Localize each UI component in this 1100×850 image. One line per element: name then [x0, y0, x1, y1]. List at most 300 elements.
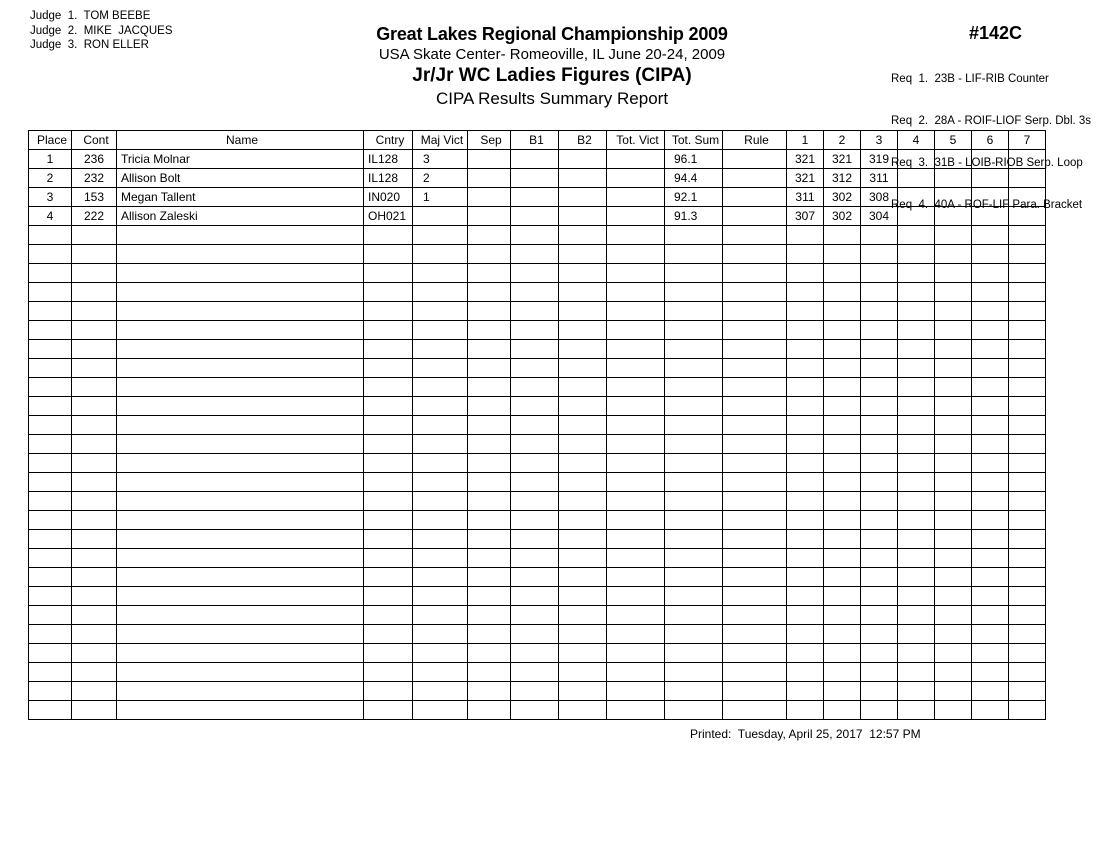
- table-cell: 92.1: [665, 188, 723, 207]
- table-row: [29, 644, 1046, 663]
- table-cell: [972, 207, 1009, 226]
- requirement-4: Req 4. 40A - ROF-LIF Para. Bracket: [891, 199, 1083, 211]
- table-cell: [898, 549, 935, 568]
- table-cell: [1009, 226, 1046, 245]
- table-cell: [117, 264, 364, 283]
- table-cell: [935, 264, 972, 283]
- table-cell: [665, 340, 723, 359]
- table-cell: [468, 245, 511, 264]
- table-cell: [972, 340, 1009, 359]
- table-cell: [468, 264, 511, 283]
- table-cell: [29, 473, 72, 492]
- table-cell: [824, 416, 861, 435]
- requirement-1: Req 1. 23B - LIF-RIB Counter: [891, 73, 1049, 85]
- table-cell: [787, 264, 824, 283]
- table-cell: [935, 625, 972, 644]
- table-cell: [824, 492, 861, 511]
- table-cell: [413, 606, 468, 625]
- table-cell: [511, 511, 559, 530]
- table-cell: 2: [29, 169, 72, 188]
- table-cell: [468, 682, 511, 701]
- table-cell: [935, 359, 972, 378]
- table-cell: [861, 587, 898, 606]
- table-cell: [364, 473, 413, 492]
- table-cell: [117, 663, 364, 682]
- table-cell: [787, 302, 824, 321]
- table-cell: [898, 359, 935, 378]
- table-cell: [972, 663, 1009, 682]
- table-cell: IL128: [364, 150, 413, 169]
- table-cell: [824, 264, 861, 283]
- table-cell: [898, 625, 935, 644]
- table-row: [29, 511, 1046, 530]
- column-header: Tot. Vict: [607, 131, 665, 150]
- table-cell: [468, 435, 511, 454]
- table-cell: [413, 359, 468, 378]
- table-cell: [468, 530, 511, 549]
- table-cell: [72, 340, 117, 359]
- table-cell: [117, 568, 364, 587]
- table-cell: [29, 549, 72, 568]
- table-cell: [559, 416, 607, 435]
- table-row: [29, 530, 1046, 549]
- table-cell: [117, 359, 364, 378]
- table-cell: [972, 606, 1009, 625]
- table-cell: [468, 359, 511, 378]
- table-cell: [511, 606, 559, 625]
- table-cell: [972, 416, 1009, 435]
- table-cell: [559, 359, 607, 378]
- table-cell: [787, 644, 824, 663]
- table-cell: [72, 416, 117, 435]
- table-cell: 232: [72, 169, 117, 188]
- table-cell: [607, 302, 665, 321]
- table-cell: [1009, 568, 1046, 587]
- table-cell: [665, 283, 723, 302]
- table-cell: [511, 682, 559, 701]
- table-cell: [413, 397, 468, 416]
- table-row: [29, 606, 1046, 625]
- table-cell: [72, 492, 117, 511]
- table-cell: [1009, 397, 1046, 416]
- table-cell: [468, 606, 511, 625]
- table-row: [29, 587, 1046, 606]
- table-cell: [413, 549, 468, 568]
- table-cell: [1009, 492, 1046, 511]
- table-cell: [972, 397, 1009, 416]
- table-cell: [72, 682, 117, 701]
- table-cell: 321: [787, 150, 824, 169]
- table-cell: [511, 530, 559, 549]
- table-cell: [559, 378, 607, 397]
- table-cell: [1009, 454, 1046, 473]
- table-cell: [29, 530, 72, 549]
- table-cell: [723, 359, 787, 378]
- table-cell: [898, 606, 935, 625]
- table-cell: [29, 321, 72, 340]
- table-cell: [413, 302, 468, 321]
- table-cell: [972, 530, 1009, 549]
- table-row: [29, 701, 1046, 720]
- table-cell: [1009, 663, 1046, 682]
- table-cell: Megan Tallent: [117, 188, 364, 207]
- table-cell: [824, 454, 861, 473]
- table-cell: [72, 397, 117, 416]
- table-cell: [413, 530, 468, 549]
- column-header: Place: [29, 131, 72, 150]
- table-cell: [1009, 340, 1046, 359]
- table-cell: [665, 511, 723, 530]
- table-cell: [723, 283, 787, 302]
- table-row: [29, 188, 1046, 207]
- table-cell: [511, 378, 559, 397]
- table-cell: [559, 169, 607, 188]
- table-cell: [972, 644, 1009, 663]
- table-cell: [665, 492, 723, 511]
- table-cell: [511, 302, 559, 321]
- table-cell: [824, 226, 861, 245]
- table-cell: [824, 397, 861, 416]
- table-cell: [559, 188, 607, 207]
- table-cell: [72, 701, 117, 720]
- table-cell: [117, 416, 364, 435]
- table-cell: [72, 378, 117, 397]
- table-cell: [364, 226, 413, 245]
- table-cell: [1009, 511, 1046, 530]
- table-cell: [723, 245, 787, 264]
- table-cell: [29, 283, 72, 302]
- table-cell: [898, 283, 935, 302]
- table-cell: [935, 682, 972, 701]
- table-cell: [898, 473, 935, 492]
- table-cell: [665, 359, 723, 378]
- table-row: [29, 321, 1046, 340]
- table-cell: [364, 397, 413, 416]
- table-cell: [607, 568, 665, 587]
- table-cell: 312: [824, 169, 861, 188]
- table-cell: [607, 644, 665, 663]
- table-cell: [607, 663, 665, 682]
- table-cell: [413, 568, 468, 587]
- table-cell: [861, 492, 898, 511]
- table-cell: [468, 378, 511, 397]
- table-cell: [1009, 302, 1046, 321]
- table-cell: [861, 473, 898, 492]
- table-cell: [665, 644, 723, 663]
- table-cell: [29, 226, 72, 245]
- column-header: Sep: [468, 131, 511, 150]
- table-cell: [1009, 530, 1046, 549]
- table-cell: [1009, 549, 1046, 568]
- event-number: #142C: [968, 23, 1023, 43]
- table-cell: [559, 511, 607, 530]
- table-cell: [861, 245, 898, 264]
- table-cell: [413, 663, 468, 682]
- table-row: [29, 264, 1046, 283]
- table-row: [29, 207, 1046, 226]
- table-row: [29, 435, 1046, 454]
- table-cell: [824, 568, 861, 587]
- table-cell: [559, 245, 607, 264]
- column-header: Cont: [72, 131, 117, 150]
- table-cell: [117, 454, 364, 473]
- table-cell: [29, 492, 72, 511]
- table-cell: [861, 606, 898, 625]
- table-cell: [29, 663, 72, 682]
- table-cell: [72, 606, 117, 625]
- table-cell: [723, 644, 787, 663]
- table-cell: [413, 378, 468, 397]
- table-cell: [824, 283, 861, 302]
- column-header: 7: [1009, 131, 1046, 150]
- table-cell: 321: [787, 169, 824, 188]
- table-cell: [898, 568, 935, 587]
- table-cell: [413, 454, 468, 473]
- table-row: [29, 226, 1046, 245]
- table-cell: [935, 568, 972, 587]
- table-cell: [824, 701, 861, 720]
- table-cell: [861, 530, 898, 549]
- table-cell: [898, 397, 935, 416]
- table-cell: [898, 245, 935, 264]
- venue-date: USA Skate Center- Romeoville, IL June 20-24, 2009: [378, 46, 726, 63]
- table-cell: [559, 226, 607, 245]
- table-cell: [665, 587, 723, 606]
- table-cell: [824, 625, 861, 644]
- table-cell: [72, 283, 117, 302]
- table-cell: [787, 701, 824, 720]
- table-cell: [665, 226, 723, 245]
- table-cell: [824, 682, 861, 701]
- table-row: [29, 568, 1046, 587]
- report-header: [302, 23, 802, 110]
- table-cell: [607, 473, 665, 492]
- table-cell: [29, 245, 72, 264]
- table-cell: [413, 625, 468, 644]
- table-cell: Allison Zaleski: [117, 207, 364, 226]
- table-cell: [898, 226, 935, 245]
- table-cell: [972, 473, 1009, 492]
- table-cell: [898, 492, 935, 511]
- table-cell: [665, 549, 723, 568]
- table-cell: 1: [413, 188, 468, 207]
- table-row: [29, 150, 1046, 169]
- table-cell: [861, 701, 898, 720]
- table-cell: [665, 701, 723, 720]
- table-cell: [824, 530, 861, 549]
- table-cell: [559, 530, 607, 549]
- table-cell: [935, 511, 972, 530]
- table-cell: [607, 606, 665, 625]
- table-cell: 319: [861, 150, 898, 169]
- table-cell: [972, 283, 1009, 302]
- table-cell: [117, 549, 364, 568]
- table-cell: [665, 530, 723, 549]
- table-cell: [364, 454, 413, 473]
- table-row: [29, 169, 1046, 188]
- table-cell: [29, 644, 72, 663]
- table-cell: [972, 625, 1009, 644]
- column-header: 1: [787, 131, 824, 150]
- table-cell: [511, 397, 559, 416]
- table-cell: [413, 473, 468, 492]
- table-cell: [861, 340, 898, 359]
- table-cell: [72, 435, 117, 454]
- table-cell: [364, 378, 413, 397]
- table-cell: [117, 226, 364, 245]
- column-header: 3: [861, 131, 898, 150]
- table-cell: [665, 663, 723, 682]
- table-cell: [723, 150, 787, 169]
- table-cell: [723, 454, 787, 473]
- judge-2: Judge 2. MIKE JACQUES: [30, 24, 173, 37]
- table-cell: [413, 492, 468, 511]
- table-cell: [468, 321, 511, 340]
- table-cell: [665, 682, 723, 701]
- table-cell: [935, 663, 972, 682]
- table-cell: Tricia Molnar: [117, 150, 364, 169]
- column-header: B1: [511, 131, 559, 150]
- table-cell: [898, 701, 935, 720]
- table-cell: [787, 283, 824, 302]
- table-row: [29, 283, 1046, 302]
- column-header: 6: [972, 131, 1009, 150]
- table-cell: [559, 302, 607, 321]
- table-cell: [607, 207, 665, 226]
- table-cell: 308: [861, 188, 898, 207]
- table-cell: [1009, 245, 1046, 264]
- table-cell: [468, 150, 511, 169]
- table-cell: [364, 264, 413, 283]
- table-cell: [787, 359, 824, 378]
- table-cell: [787, 492, 824, 511]
- table-cell: [117, 340, 364, 359]
- table-cell: [468, 302, 511, 321]
- table-cell: [723, 625, 787, 644]
- table-cell: [511, 473, 559, 492]
- table-cell: [607, 587, 665, 606]
- table-cell: [935, 169, 972, 188]
- table-cell: [468, 169, 511, 188]
- table-cell: [511, 264, 559, 283]
- table-cell: [364, 340, 413, 359]
- table-cell: [824, 340, 861, 359]
- table-cell: [935, 340, 972, 359]
- table-cell: [29, 378, 72, 397]
- table-cell: 236: [72, 150, 117, 169]
- table-row: [29, 340, 1046, 359]
- table-cell: [559, 473, 607, 492]
- table-cell: [72, 264, 117, 283]
- table-cell: [413, 511, 468, 530]
- table-cell: 302: [824, 188, 861, 207]
- table-row: [29, 625, 1046, 644]
- table-cell: [511, 454, 559, 473]
- requirement-3: Req 3. 31B - LOIB-RIOB Serp. Loop: [891, 157, 1083, 169]
- table-cell: [364, 435, 413, 454]
- table-cell: 302: [824, 207, 861, 226]
- table-cell: [787, 226, 824, 245]
- table-cell: [511, 587, 559, 606]
- table-cell: [607, 340, 665, 359]
- table-cell: [935, 378, 972, 397]
- table-cell: [898, 378, 935, 397]
- table-cell: [364, 511, 413, 530]
- table-cell: 311: [787, 188, 824, 207]
- table-cell: [559, 435, 607, 454]
- table-cell: [117, 701, 364, 720]
- table-cell: [364, 530, 413, 549]
- table-cell: [1009, 606, 1046, 625]
- table-cell: [898, 207, 935, 226]
- table-cell: [787, 530, 824, 549]
- table-cell: [72, 549, 117, 568]
- table-cell: [935, 549, 972, 568]
- table-cell: [898, 435, 935, 454]
- table-cell: [972, 492, 1009, 511]
- table-cell: [861, 321, 898, 340]
- table-cell: [972, 150, 1009, 169]
- table-cell: [861, 302, 898, 321]
- table-cell: [787, 473, 824, 492]
- table-cell: [723, 568, 787, 587]
- table-cell: [824, 511, 861, 530]
- table-cell: [364, 644, 413, 663]
- table-cell: [413, 226, 468, 245]
- table-cell: [935, 701, 972, 720]
- table-cell: [824, 359, 861, 378]
- table-cell: [665, 454, 723, 473]
- table-cell: [898, 454, 935, 473]
- table-cell: [898, 302, 935, 321]
- table-cell: 1: [29, 150, 72, 169]
- table-cell: [607, 169, 665, 188]
- table-cell: [723, 511, 787, 530]
- table-cell: [117, 321, 364, 340]
- table-cell: [559, 663, 607, 682]
- column-header: 2: [824, 131, 861, 150]
- table-cell: [824, 245, 861, 264]
- table-cell: [607, 682, 665, 701]
- table-cell: [511, 245, 559, 264]
- table-cell: [861, 416, 898, 435]
- table-cell: [511, 701, 559, 720]
- table-cell: [935, 606, 972, 625]
- table-cell: [511, 340, 559, 359]
- table-cell: [72, 625, 117, 644]
- table-cell: [607, 397, 665, 416]
- table-cell: [861, 568, 898, 587]
- table-cell: 91.3: [665, 207, 723, 226]
- table-cell: [972, 511, 1009, 530]
- table-cell: [723, 492, 787, 511]
- table-cell: [72, 511, 117, 530]
- table-cell: [117, 378, 364, 397]
- table-cell: [787, 397, 824, 416]
- table-cell: [1009, 169, 1046, 188]
- table-cell: [723, 473, 787, 492]
- table-cell: [824, 473, 861, 492]
- table-cell: [861, 397, 898, 416]
- table-cell: [972, 568, 1009, 587]
- table-cell: [511, 644, 559, 663]
- table-cell: [787, 625, 824, 644]
- table-cell: [511, 283, 559, 302]
- table-cell: [29, 435, 72, 454]
- judge-3: Judge 3. RON ELLER: [30, 39, 149, 51]
- table-body: [29, 150, 1046, 720]
- table-cell: [117, 283, 364, 302]
